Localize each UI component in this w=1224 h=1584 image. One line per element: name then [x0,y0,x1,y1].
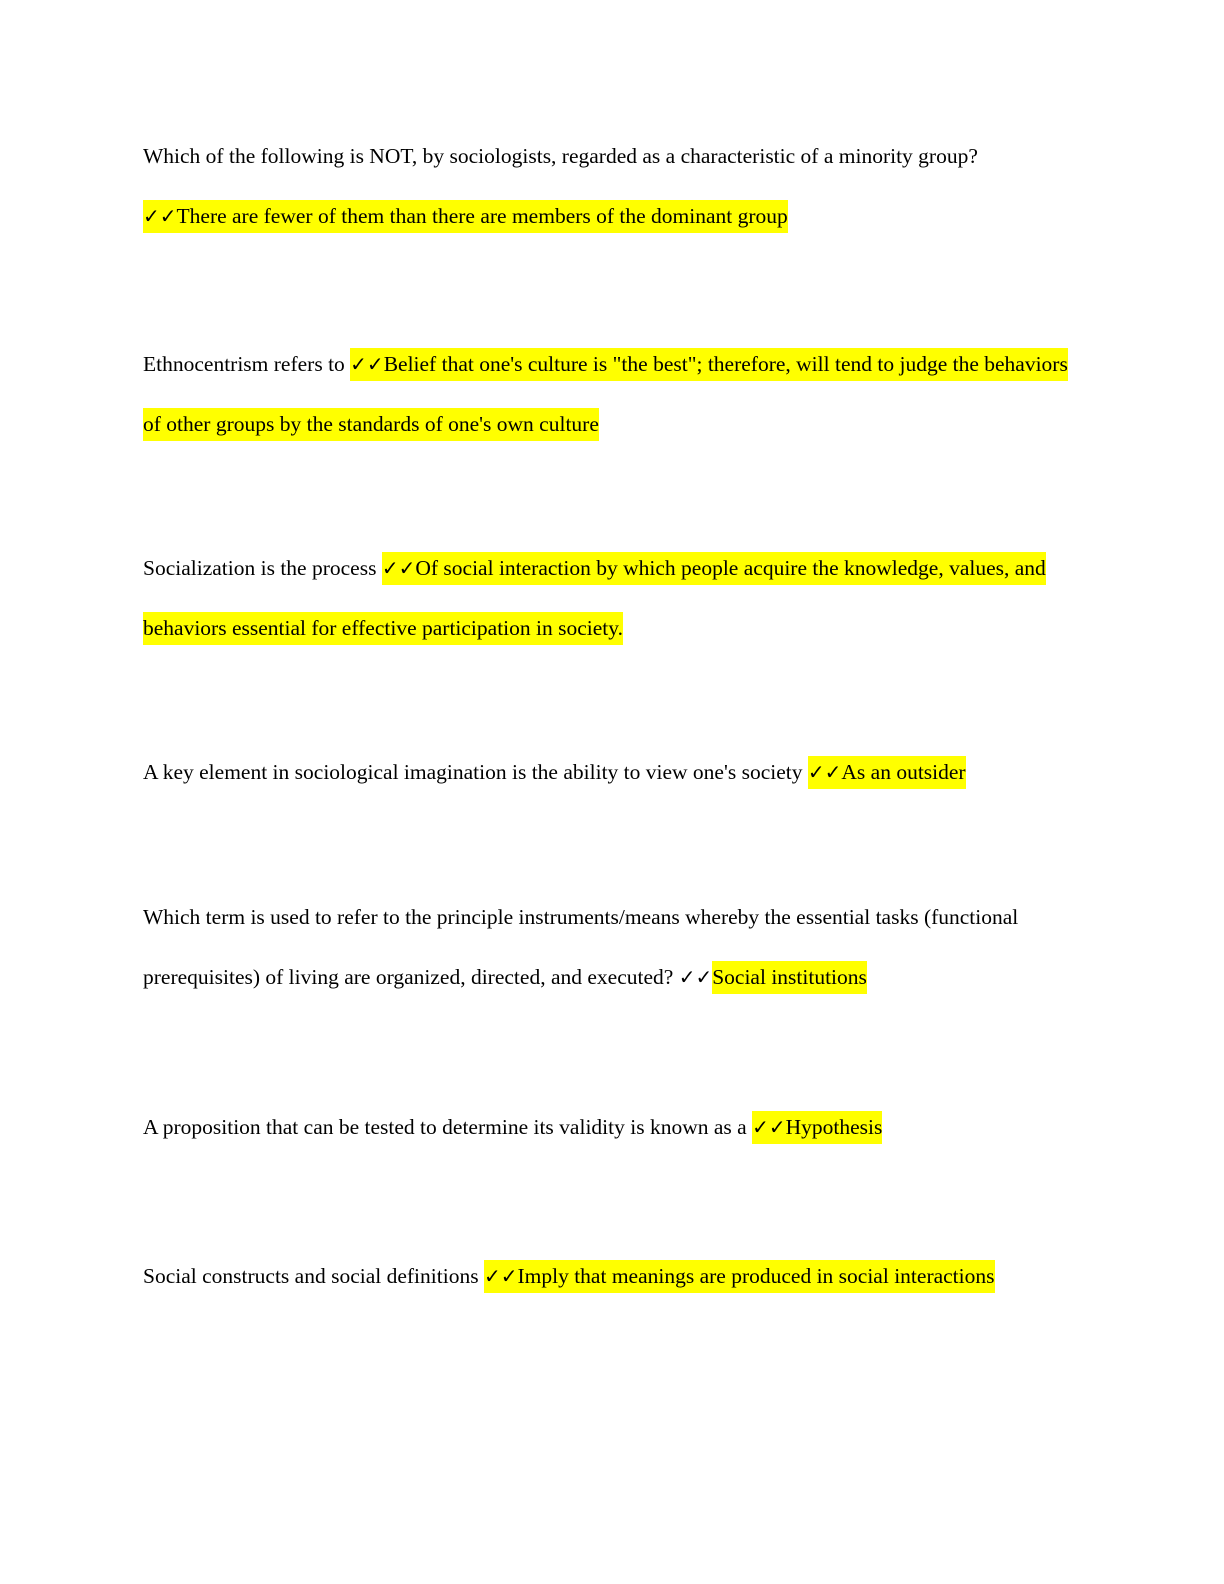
answer-text: Imply that meanings are produced in social interactions [517,1264,995,1288]
qa-item-minority-group [143,127,1088,246]
qa-item-hypothesis [143,1098,1088,1158]
answer-text: Of social interaction by which people acquire the knowledge, values, and behaviors essential for effective participation in society. [143,556,1046,640]
answer-text: Social institutions [712,964,867,989]
answer-text: There are fewer of them than there are members of the dominant group [176,203,788,228]
answer-highlight [143,200,788,233]
double-check-icon: ✓✓ [807,760,842,784]
answer-highlight [712,961,867,994]
qa-item-social-institutions [143,888,1088,1007]
question-text: Social constructs and social definitions [143,1264,479,1288]
question-text: Ethnocentrism refers to [143,352,345,376]
question-text: A key element in sociological imagination is the ability to view one's society [143,760,803,784]
question-text: A proposition that can be tested to determine its validity is known as a [143,1115,747,1139]
double-check-icon: ✓✓ [350,352,384,376]
question-text: Socialization is the process [143,556,377,580]
answer-text: As an outsider [841,760,966,784]
answer-highlight [808,756,966,789]
question-text: Which term is used to refer to the principle instruments/means whereby the essential tasks (functional prerequisites) of living are organized, directed, and executed? [143,905,1019,989]
double-check-icon: ✓✓ [483,1264,518,1288]
qa-item-ethnocentrism [143,335,1088,454]
answer-text: Belief that one's culture is "the best"; therefore, will tend to judge the behaviors of other groups by the standards of one's own culture [143,352,1068,436]
question-text: Which of the following is NOT, by sociologists, regarded as a characteristic of a minority group? [143,144,978,168]
answer-highlight [484,1260,995,1293]
qa-item-sociological-imagination [143,743,1088,803]
double-check-icon: ✓✓ [381,556,416,580]
double-check-icon: ✓✓ [678,964,713,989]
qa-item-social-constructs [143,1247,1088,1307]
double-check-icon: ✓✓ [143,203,177,228]
answer-text: Hypothesis [785,1115,883,1139]
qa-item-socialization [143,539,1088,658]
answer-highlight [752,1111,882,1144]
double-check-icon: ✓✓ [752,1115,786,1139]
